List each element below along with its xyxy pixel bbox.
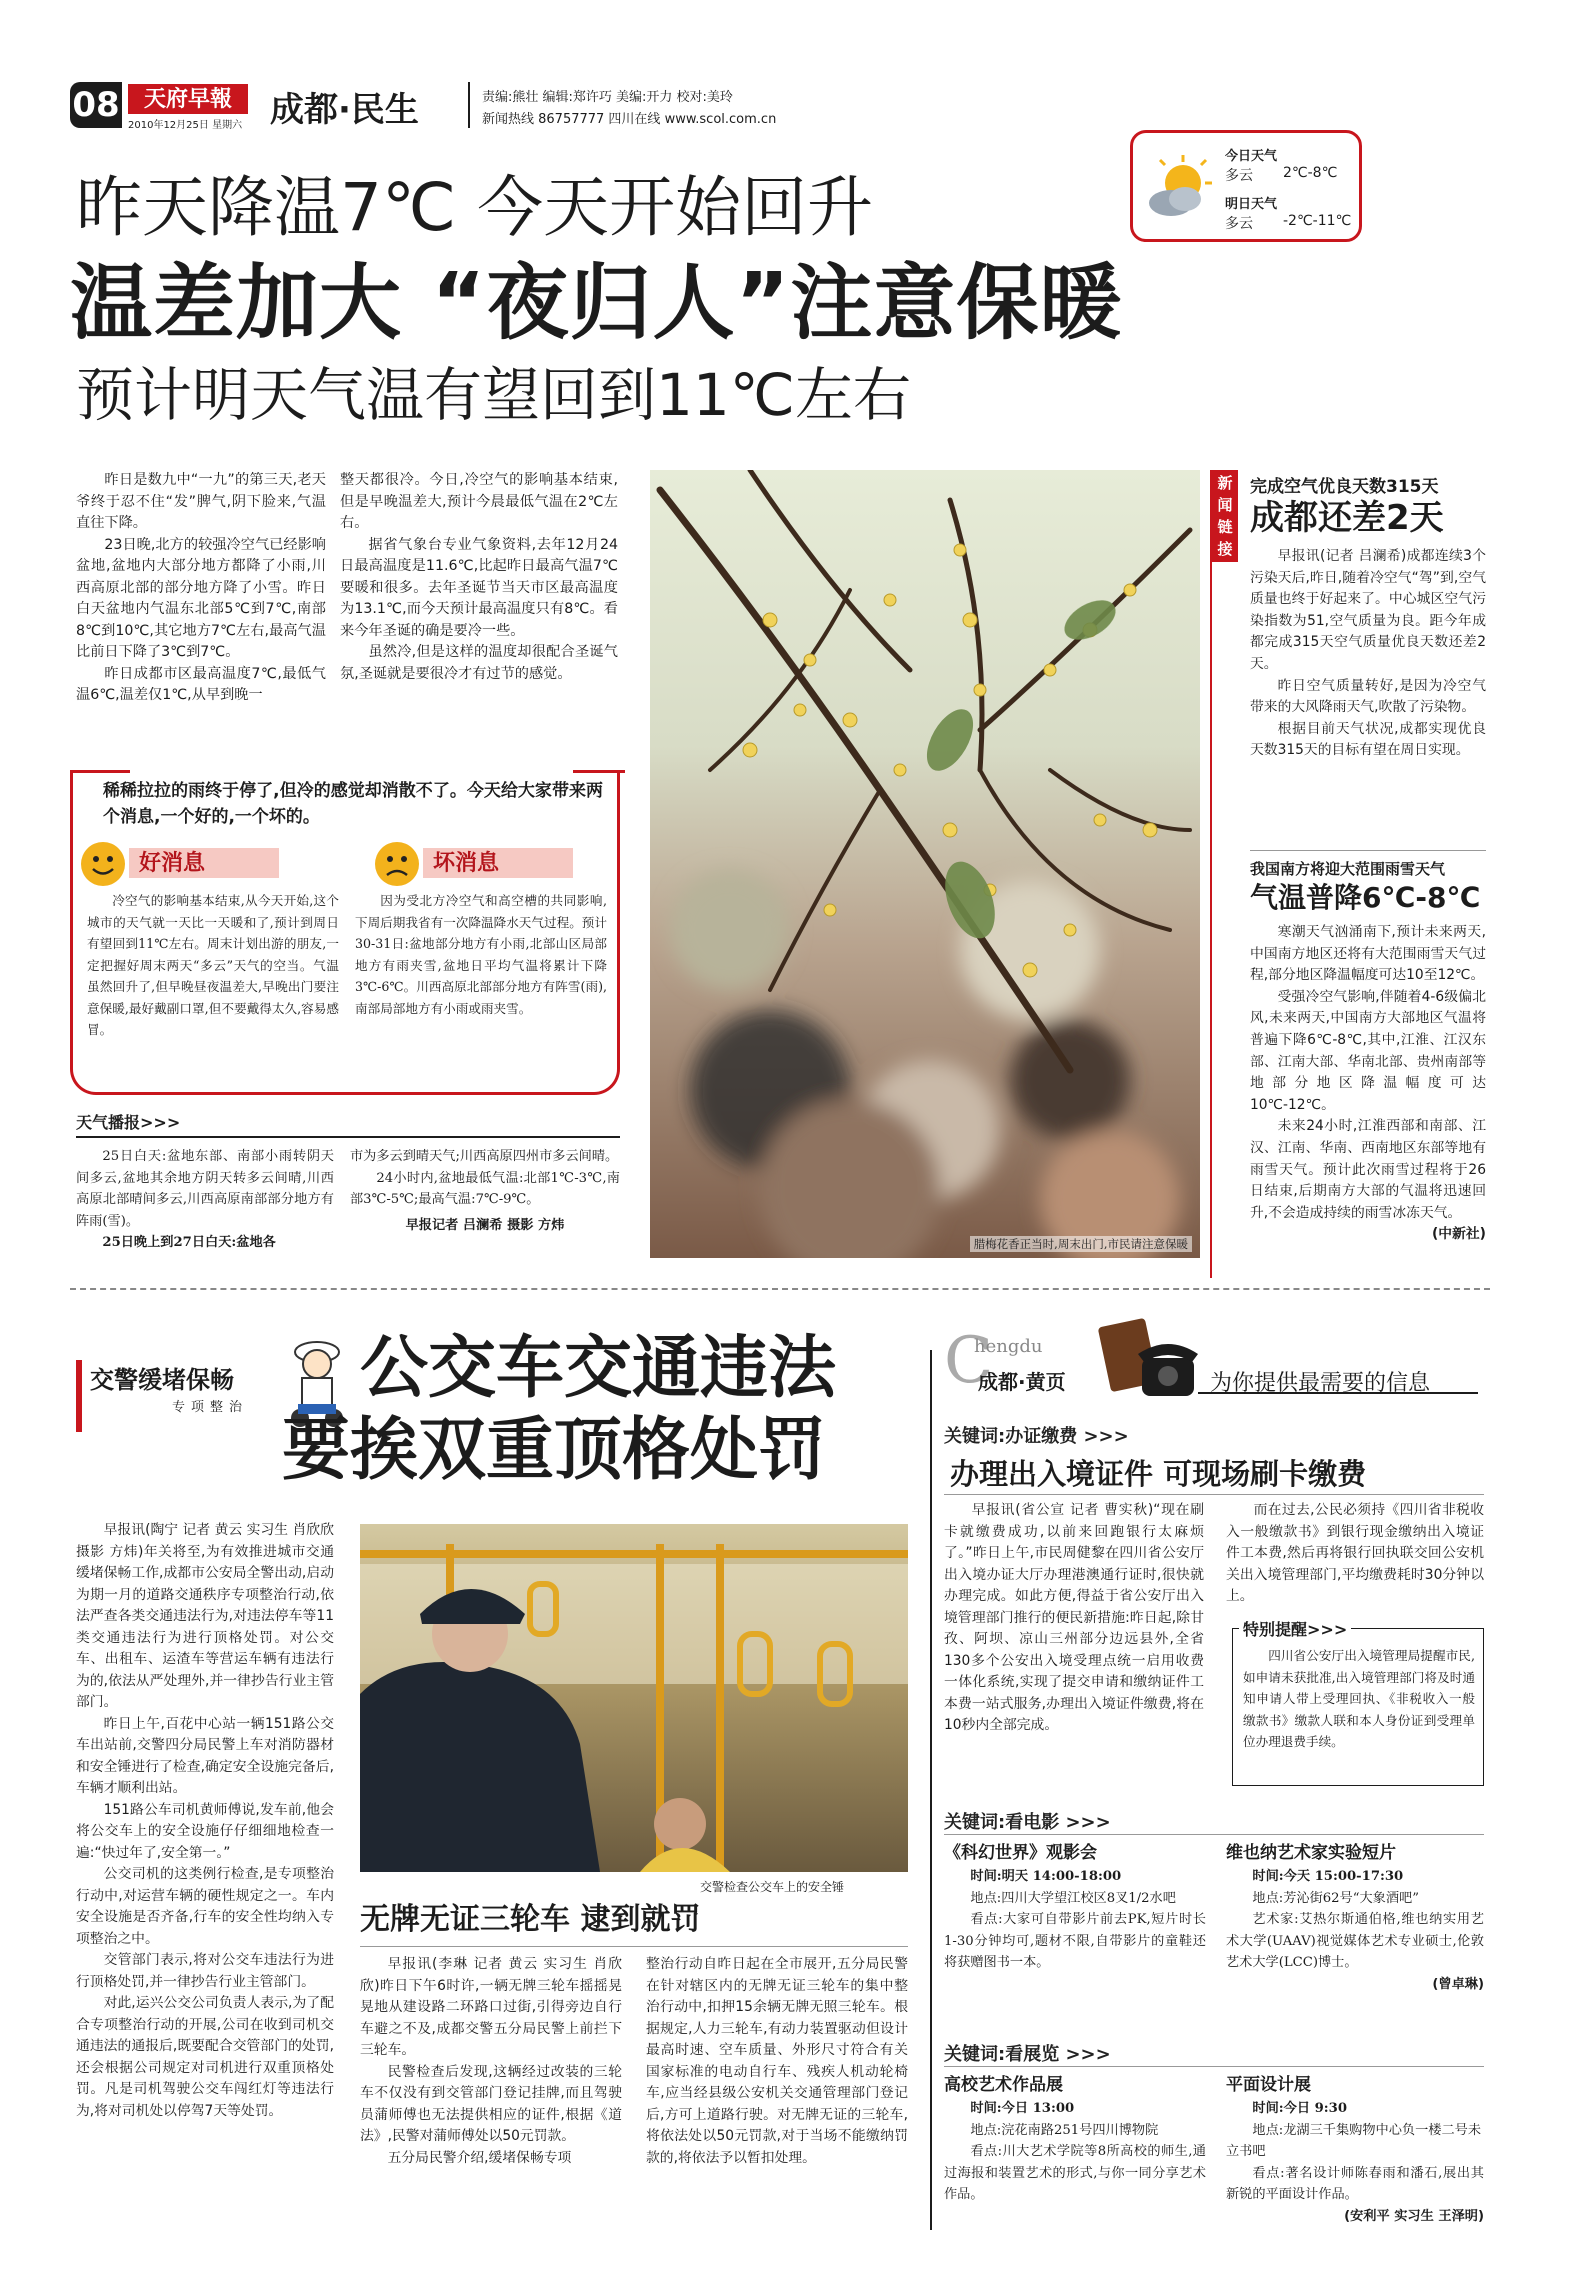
sidebar-headline-2: 气温普降6℃-8℃ <box>1250 881 1481 914</box>
tricycle-para: 民警检查后发现,这辆经过改装的三轮车不仅没有到交管部门登记挂牌,而且驾驶员蒲师傅也无法提供相应的证件,根据《道法》,民警对蒲师傅处以50元罚款。 <box>360 2063 622 2144</box>
sidebar-para: 寒潮天气汹涌南下,预计未来两天,中国南方地区还将有大范围雨雪天气过程,部分地区降温幅度可达10至12℃。 <box>1250 924 1486 984</box>
tomorrow-cond: 多云 <box>1225 216 1253 232</box>
bad-news-text: 因为受北方冷空气和高空槽的共同影响,下周后期我省有一次降温降水天气过程。预计30-31日:盆地部分地方有小雨,北部山区局部地方有雨夹雪,盆地日平均气温将累计下降3℃-6℃。川西高原北部部分地方有阵雪(雨),南部局部地方有小雨或雨夹雪。 <box>355 893 607 1016</box>
today-cond: 多云 <box>1225 168 1253 184</box>
forecast-rule <box>76 1136 620 1138</box>
lead-headline: 温差加大 “夜归人”注意保暖 <box>70 256 1123 351</box>
sidebar-headline: 成都还差2天 <box>1250 498 1444 538</box>
tricycle-para: 整治行动自昨日起在全市展开,五分局民警在针对辖区内的无牌无证三轮车的集中整治行动中,扣押15余辆无牌无照三轮车。根据规定,人力三轮车,有动力装置驱动但设计最高时速、空车质量、外形尺寸符合有关国家标准的电动自行车、残疾人机动轮椅车,应当经县级公安机关交通管理部门登记后,方可上道路行驶。对无牌无证的三轮车,将依法处以50元罚款,对于当场不能缴纳罚款的,将依法予以暂扣处理。 <box>646 1956 908 2166</box>
forecast-col-1 <box>76 1146 334 1254</box>
exhibition-2-time: 时间:今日 9:30 <box>1252 2101 1347 2116</box>
certificates-headline: 办理出入境证件 可现场刷卡缴费 <box>950 1457 1367 1491</box>
logo-cn: 成都·黄页 <box>978 1370 1066 1394</box>
keyword-exhibitions: 关键词:看展览 >>> <box>944 2044 1111 2065</box>
exhibition-1-time: 时间:今日 13:00 <box>970 2101 1075 2116</box>
photo-caption: 腊梅花香正当时,周末出门,市民请注意保暖 <box>970 1236 1192 1252</box>
tomorrow-label: 明日天气 <box>1225 197 1278 212</box>
exhibition-1-place: 地点:浣花南路251号四川博物院 <box>970 2122 1159 2138</box>
plum-blossom-drawing <box>650 470 1200 1258</box>
bus-para: 昨日上午,百花中心站一辆151路公交车出站前,交警四分局民警上车对消防器材和安全锤进行了检查,确定安全设施完备后,车辆才顺利出站。 <box>76 1715 334 1796</box>
bus-para: 对此,运兴公交公司负责人表示,为了配合专项整治行动的开展,公司在收到司机交通违法的通报后,既要配合交管部门的处罚,还会根据公司规定对司机进行双重顶格处罚。凡是司机驾驶公交车闯红灯等违法行为,将对司机处以停驾7天等处罚。 <box>76 1995 334 2119</box>
lead-byline: 早报记者 吕澜希 摄影 方炜 <box>405 1217 565 1233</box>
movie-2-place: 地点:芳沁街62号“大象酒吧” <box>1252 1890 1419 1906</box>
bus-interior-drawing <box>360 1524 908 1872</box>
bus-headline-2: 要挨双重顶格处罚 <box>282 1411 827 1490</box>
tricycle-para: 五分局民警介绍,缓堵保畅专项 <box>387 2149 572 2166</box>
sidebar-para: 根据目前天气状况,成都实现优良天数315天的目标有望在周日实现。 <box>1250 720 1486 759</box>
yellow-pages-border <box>930 1350 932 2230</box>
lead-para: 据省气象台专业气象资料,去年12月24日最高温度是11.6℃,比起昨日最高气温7℃要暖和很多。去年圣诞节当天市区最高温度为13.1℃,而今天预计最高温度只有8℃。看来今年圣诞的确是要冷一些。 <box>340 536 618 639</box>
sidebar-col-2 <box>1250 922 1486 1246</box>
lead-para: 整天都很冷。今日,冷空气的影响基本结束,但是早晚温差大,预计今晨最低气温在2℃左右。 <box>340 472 618 531</box>
callout-top-rule <box>573 770 625 773</box>
logo-c: C <box>944 1324 993 1398</box>
tricycle-rule <box>360 1946 908 1947</box>
smile-icon <box>79 840 127 888</box>
movie-2 <box>1226 1840 1484 1995</box>
movie-1 <box>944 1840 1206 1974</box>
lead-para: 昨日成都市区最高温度7℃,最低气温6℃,温差仅1℃,从早到晚一 <box>76 665 326 703</box>
exhibition-1-note: 看点:川大艺术学院等8所高校的师生,通过海报和装置艺术的形式,与你一同分享艺术作品。 <box>944 2144 1206 2202</box>
paper-logo: 天府早報 <box>128 84 248 114</box>
certificates-rule <box>944 1494 1484 1495</box>
bus-headline-1: 公交车交通违法 <box>360 1329 837 1408</box>
sad-icon <box>373 840 421 888</box>
masthead-divider <box>468 82 470 128</box>
exhibition-2-note: 看点:著名设计师陈春雨和潘石,展出其新锐的平面设计作品。 <box>1226 2165 1484 2202</box>
plum-blossom-photo <box>650 470 1200 1258</box>
page-number: 08 <box>70 82 122 128</box>
exhibition-1 <box>944 2072 1206 2206</box>
sidebar-kicker: 完成空气优良天数315天 <box>1250 477 1439 497</box>
sidebar-kicker-2: 我国南方将迎大范围雨雪天气 <box>1250 860 1446 878</box>
sidebar-para: 受强冷空气影响,伴随着4-6级偏北风,未来两天,中国南方大部地区气温将普遍下降6℃-8℃,其中,江淮、江汉东部、江南大部、华南北部、贵州南部等地部分地区降温幅度可达10℃-12℃。 <box>1250 988 1486 1113</box>
forecast-para: 24小时内,盆地最低气温:北部1℃-3℃,南部3℃-5℃;最高气温:7℃-9℃。 <box>350 1170 620 1207</box>
bus-para: 早报讯(陶宁 记者 黄云 实习生 肖欣欣 摄影 方炜)年关将至,为有效推进城市交通缓堵保畅工作,成都市公安局全警出动,启动为期一月的道路交通秩序专项整治行动,依法严查各类交通违法行为,对违法停车等11类交通违法行为进行顶格处罚。对公交车、出租车、运渣车等营运车辆有违法行为的,依法从严处理外,并一律抄告行业主管部门。 <box>76 1522 334 1710</box>
forecast-para: 25日白天:盆地东部、南部小雨转阴天间多云,盆地其余地方阴天转多云间晴,川西高原北部晴间多云,川西高原南部部分地方有阵雨(雪)。 <box>76 1149 334 1229</box>
sidebar-border <box>1210 470 1212 1278</box>
movie-2-time: 时间:今天 15:00-17:30 <box>1252 1869 1404 1884</box>
movie-2-title: 维也纳艺术家实验短片 <box>1226 1843 1396 1863</box>
lead-para: 23日晚,北方的较强冷空气已经影响盆地,盆地内大部分地方都降了小雨,川西高原北部的部分地方降了小雪。昨日白天盆地内气温东北部5℃到7℃,南部8℃到10℃,其它地方7℃左右,最高气温比前日下降了3℃到7℃。 <box>76 536 326 660</box>
tricycle-headline: 无牌无证三轮车 逮到就罚 <box>360 1902 701 1937</box>
yellow-slogan: 为你提供最需要的信息 <box>1210 1371 1431 1396</box>
forecast-label: 天气播报>>> <box>76 1113 181 1132</box>
bad-news-title: 坏消息 <box>423 848 573 878</box>
logo-rest: hengdu <box>974 1336 1043 1357</box>
movie-1-title: 《科幻世界》观影会 <box>944 1843 1097 1863</box>
bus-tag-sub: 专项整治 <box>172 1400 249 1415</box>
good-news-text: 冷空气的影响基本结束,从今天开始,这个城市的天气就一天比一天暖和了,预计到周日有望回到11℃左右。周末计划出游的朋友,一定把握好周末两天“多云”天气的空当。气温虽然回升了,但早晚昼夜温差大,早晚出门要注意保暖,最好戴副口罩,但不要戴得太久,容易感冒。 <box>87 893 339 1037</box>
hotline: 新闻热线 86757777 四川在线 www.scol.com.cn <box>482 112 777 127</box>
phone-icon <box>1098 1318 1198 1408</box>
callout-text: 稀稀拉拉的雨终于停了,但冷的感觉却消散不了。今天给大家带来两个消息,一个好的,一个坏的。 <box>103 781 603 827</box>
credits: 责编:熊壮 编辑:郑许巧 美编:开力 校对:美玲 <box>482 90 733 105</box>
exhibition-2-title: 平面设计展 <box>1226 2075 1311 2095</box>
lead-col-1 <box>76 470 326 707</box>
sun-cloud-icon <box>1145 153 1217 225</box>
sidebar-para: 昨日空气质量转好,是因为冷空气带来的大风降雨天气,吹散了污染物。 <box>1250 677 1486 716</box>
exhibition-2 <box>1226 2072 1484 2227</box>
sidebar-rule <box>1250 850 1486 851</box>
movie-1-note: 看点:大家可自带影片前去PK,短片时长1-30分钟均可,题材不限,自带影片的童鞋还将获赠图书一本。 <box>944 1912 1206 1970</box>
movie-1-place: 地点:四川大学望江校区8叉1/2水吧 <box>970 1890 1176 1906</box>
keyword-certificates: 关键词:办证缴费 >>> <box>944 1426 1129 1447</box>
tricycle-col-1 <box>360 1954 622 2169</box>
news-callout-box <box>70 770 620 1095</box>
tip-box <box>1232 1620 1484 1786</box>
section-name: 成都·民生 <box>270 90 419 130</box>
lead-para: 昨日是数九中“一九”的第三天,老天爷终于忍不住“发”脾气,阴下脸来,气温直往下降。 <box>76 472 326 531</box>
section-divider <box>70 1288 1490 1290</box>
today-label: 今日天气 <box>1225 149 1278 164</box>
certificates-col-2 <box>1226 1500 1484 1608</box>
issue-date: 2010年12月25日 星期六 <box>128 120 243 131</box>
sidebar-source: (中新社) <box>1431 1226 1486 1243</box>
movie-2-note: 艺术家:艾热尔斯通伯格,维也纳实用艺术大学(UAAV)视觉媒体艺术专业硕士,伦敦艺术大学(LCC)博士。 <box>1226 1912 1484 1970</box>
tip-title: 特别提醒>>> <box>1239 1617 1351 1640</box>
news-link-tag: 新闻链接 <box>1212 470 1238 562</box>
exhibition-2-place: 地点:龙湖三千集购物中心负一楼二号未立书吧 <box>1226 2122 1482 2159</box>
forecast-para: 市为多云到晴天气;川西高原四州市多云间晴。 <box>350 1149 619 1164</box>
masthead <box>70 82 1520 134</box>
movie-1-time: 时间:明天 14:00-18:00 <box>970 1869 1122 1884</box>
sidebar-para: 未来24小时,江淮西部和南部、江汉、江南、华南、西南地区东部等地有雨雪天气。预计此次雨雪过程将于26日结束,后期南方大部的气温将迅速回升,不会造成持续的雨雪冰冻天气。 <box>1250 1118 1486 1221</box>
keyword-movies: 关键词:看电影 >>> <box>944 1812 1111 1833</box>
bus-col <box>76 1520 334 2122</box>
lead-para: 虽然冷,但是这样的温度却很配合圣诞气氛,圣诞就是要很冷才有过节的感觉。 <box>340 644 618 682</box>
callout-top-rule <box>70 770 130 773</box>
lead-kicker: 昨天降温7℃ 今天开始回升 <box>76 169 874 246</box>
certificates-para: 早报讯(省公宣 记者 曹实秋)“现在刷卡就缴费成功,以前来回跑银行太麻烦了。”昨日上午,市民周健黎在四川省公安厅出入境办证大厅办理港澳通行证时,很快就办理完成。如此方便,得益于省公安厅出入境管理部门推行的便民新措施:昨日起,除甘孜、阿坝、凉山三州部分边远县外,全省130多个公安出入境受理点统一启用收费一体化系统,实现了提交申请和缴纳证件工本费一站式服务,办理出入境证件缴费,将在10秒内全部完成。 <box>944 1502 1204 1733</box>
forecast-col-2 <box>350 1146 620 1236</box>
bus-para: 151路公车司机黄师傅说,发车前,他会将公交车上的安全设施仔仔细细地检查一遍:“快过年了,安全第一。” <box>76 1801 334 1861</box>
movies-rule <box>944 1834 1484 1835</box>
weather-box <box>1130 130 1362 242</box>
good-news-title: 好消息 <box>129 848 279 878</box>
certificates-para: 而在过去,公民必须持《四川省非税收入一般缴款书》到银行现金缴纳出入境证件工本费,然后再将银行回执联交回公安机关出入境管理部门,平均缴费耗时30分钟以上。 <box>1226 1502 1484 1604</box>
bus-inspection-photo <box>360 1524 908 1872</box>
exhibitions-rule <box>944 2066 1484 2067</box>
sidebar-para: 早报讯(记者 吕澜希)成都连续3个污染天后,昨日,随着冷空气“驾”到,空气质量也终于好起来了。中心城区空气污染指数为51,空气质量为良。距今年成都完成315天空气质量优良天数还差2天。 <box>1250 548 1486 672</box>
bus-story-tag <box>76 1360 286 1432</box>
movie-byline: (曾卓琳) <box>1432 1976 1484 1992</box>
certificates-col-1 <box>944 1500 1204 1737</box>
sidebar-col <box>1250 546 1486 762</box>
tip-text: 四川省公安厅出入境管理局提醒市民,如申请未获批准,出入境管理部门将及时通知申请人带上受理回执、《非税收入一般缴款书》缴款人联和本人身份证到受理单位办理退费手续。 <box>1243 1648 1475 1749</box>
tricycle-para: 早报讯(李琳 记者 黄云 实习生 肖欣欣)昨日下午6时许,一辆无牌三轮车摇摇晃晃地从建设路二环路口过街,引得旁边自行车避之不及,成都交警五分局民警上前拦下三轮车。 <box>360 1956 622 2058</box>
exhibition-byline: (安利平 实习生 王泽明) <box>1344 2208 1484 2224</box>
lead-col-2 <box>340 470 618 685</box>
bus-tag-label: 交警缓堵保畅 <box>90 1366 234 1394</box>
bus-photo-caption: 交警检查公交车上的安全锤 <box>700 1880 845 1894</box>
tricycle-col-2 <box>646 1954 908 2169</box>
bus-para: 公交司机的这类例行检查,是专项整治行动中,对运营车辆的硬性规定之一。车内安全设施是否齐备,行车的安全性均纳入专项整治之中。 <box>76 1866 334 1947</box>
bus-para: 交管部门表示,将对公交车违法行为进行顶格处罚,并一律抄告行业主管部门。 <box>76 1952 334 1990</box>
tomorrow-temp: -2℃-11℃ <box>1283 213 1352 229</box>
exhibition-1-title: 高校艺术作品展 <box>944 2075 1063 2095</box>
forecast-para: 25日晚上到27日白天:盆地各 <box>102 1235 276 1250</box>
lead-subhead: 预计明天气温有望回到11℃左右 <box>76 361 911 429</box>
today-temp: 2℃-8℃ <box>1283 165 1338 181</box>
